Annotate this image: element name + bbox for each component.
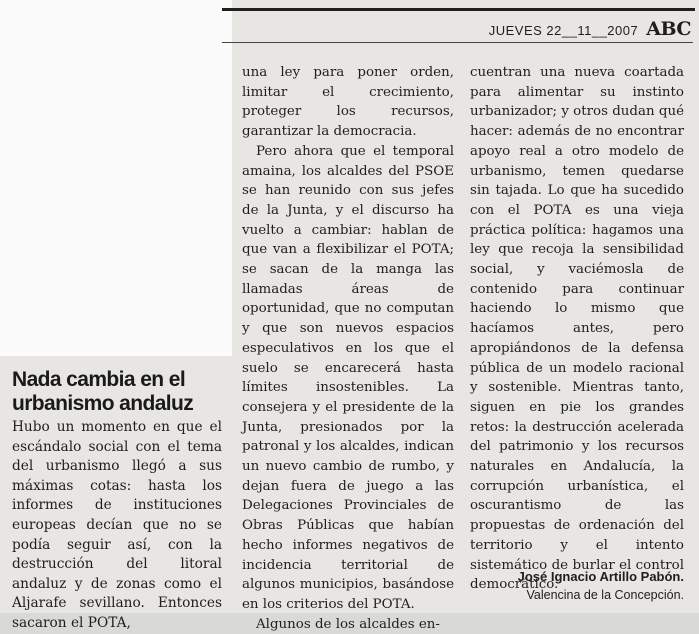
- text-column-2: [242, 63, 454, 634]
- newspaper-logo: ABC: [646, 18, 691, 40]
- text-column-3: [470, 63, 684, 595]
- paragraph: cuentran una nueva coartada para alimentar su instinto urbanizador; y otros dudan qué hacer: además de no encontrar apoyo real a otro modelo de urbanismo, temen quedarse sin tajada. Lo que ha sucedido con el POTA es una vieja práctica política: hagamos una ley que recoja la sensibilidad social, y vaciémosla de contenido para continuar haciendo lo mismo que hacíamos antes, pero apropiándonos de la defensa pública de un modelo racional y sostenible. Mientras tanto, siguen en pie los grandes retos: la destrucción acelerada del patrimonio y los recursos naturales en Andalucía, la corrupción urbanística, el oscurantismo de las propuestas de ordenación del territorio y el intento sistemático de burlar el control democrático.: [470, 65, 684, 593]
- signature-name: José Ignacio Artillo Pabón.: [517, 569, 684, 584]
- header-date: JUEVES 22__11__2007: [488, 23, 639, 38]
- signature: [470, 568, 684, 604]
- paragraph: Algunos de los alcaldes en-: [256, 616, 440, 632]
- page-header: [489, 18, 691, 40]
- text-column-1: [12, 418, 222, 634]
- letter-headline: Nada cambia en el urbanismo andaluz: [12, 368, 194, 415]
- paragraph: Pero ahora que el temporal amaina, los alcaldes del PSOE se han reunido con sus jefes de la Junta, y el discurso ha vuelto a cambiar: hablan de que van a flexibilizar el POTA; se sacan de la manga las llamadas áreas de oportunidad, que no computan y que son nuevos espacios especulativos en los que el suelo se encarecerá hasta límites insostenibles. La consejera y el presidente de la Junta, presionados por la patronal y los alcaldes, indican un nuevo cambio de rumbo, y dejan fuera de juego a las Delegaciones Provinciales de Obras Públicas que habían hecho informes negativos de incidencia territorial de algunos municipios, basándose en los criterios del POTA.: [242, 143, 454, 612]
- header-rule-thick: [222, 8, 695, 11]
- paragraph: Hubo un momento en que el escándalo social con el tema del urbanismo llegó a sus máximas cotas: hasta los informes de instituciones europeas decían que no se podía seguir así, con la destrucción del litoral andaluz y de zonas como el Aljarafe sevillano. Entonces sacaron el POTA,: [12, 419, 222, 631]
- paragraph: una ley para poner orden, limitar el crecimiento, proteger los recursos, garantizar la democracia.: [242, 65, 454, 140]
- header-rule-thin: [222, 42, 693, 43]
- signature-place: Valencina de la Concepción.: [526, 588, 684, 602]
- blank-area: [0, 0, 232, 356]
